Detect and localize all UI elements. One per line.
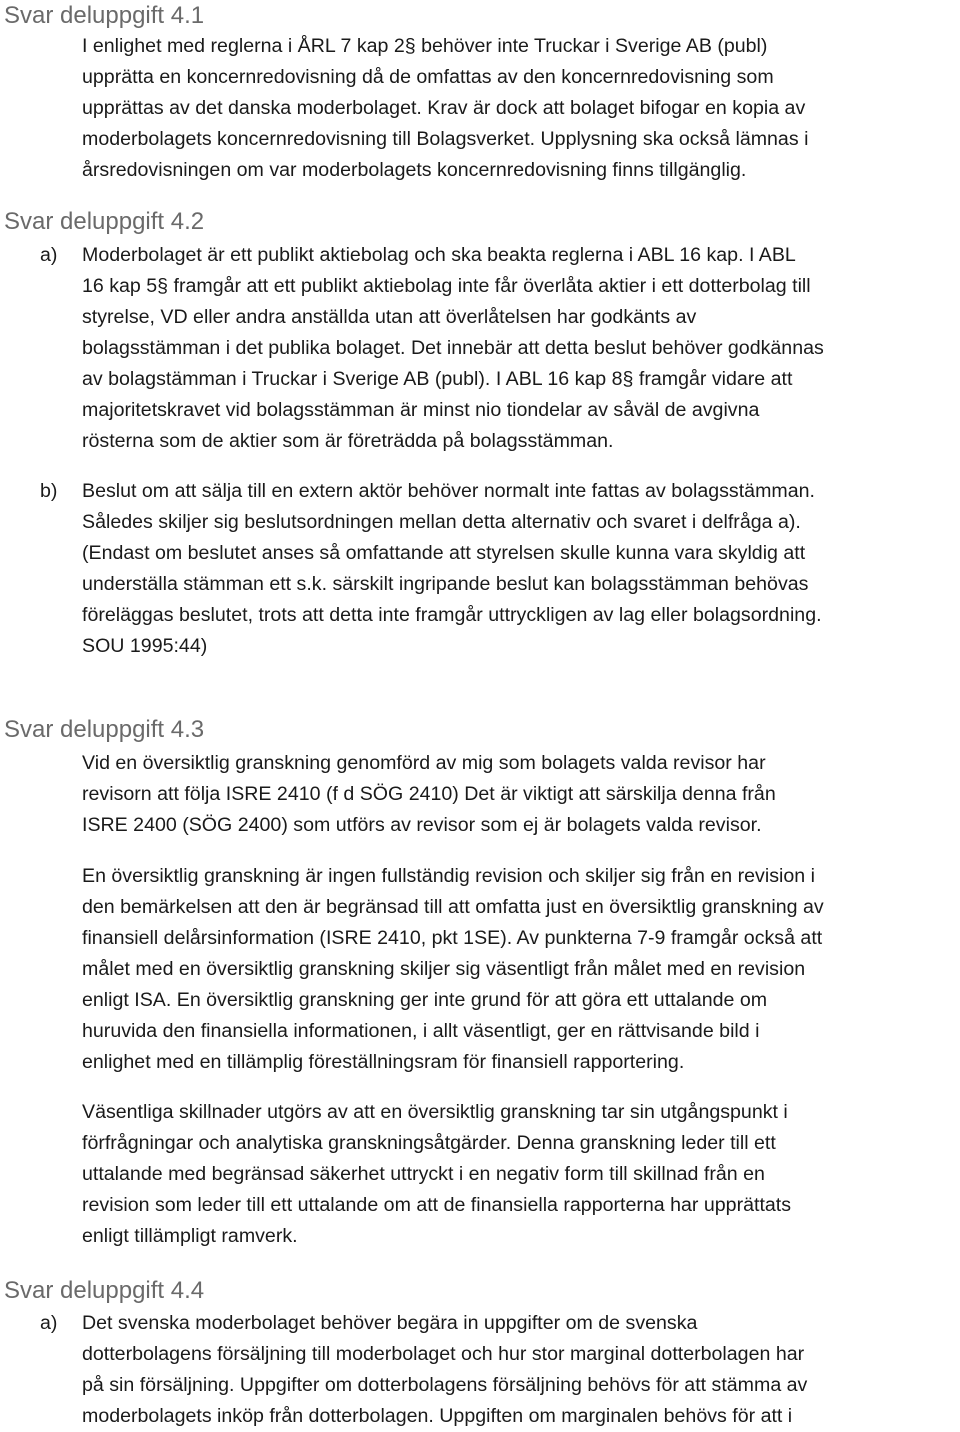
- text-line: Beslut om att sälja till en extern aktör behöver normalt inte fattas av bolagsstämman.: [82, 480, 815, 502]
- text-line: huruvida den finansiella informationen, i allt väsentligt, ger en rättvisande bild i: [82, 1020, 760, 1042]
- paragraph-4-3-1: [82, 748, 960, 841]
- text-line: ISRE 2400 (SÖG 2400) som utförs av revisor som ej är bolagets valda revisor.: [82, 814, 762, 836]
- paragraph-4-2-a: [82, 240, 960, 457]
- text-line: I enlighet med reglerna i ÅRL 7 kap 2§ behöver inte Truckar i Sverige AB (publ): [82, 35, 768, 57]
- text-line: av bolagstämman i Truckar i Sverige AB (publ). I ABL 16 kap 8§ framgår vidare att: [82, 368, 793, 390]
- text-line: upprättas av det danska moderbolaget. Krav är dock att bolaget bifogar en kopia av: [82, 97, 806, 119]
- text-line: underställa stämman ett s.k. särskilt ingripande beslut kan bolagsstämman behövas: [82, 573, 809, 595]
- list-label-b: b): [40, 480, 58, 502]
- text-line: revisorn att följa ISRE 2410 (f d SÖG 2410) Det är viktigt att särskilja denna från: [82, 783, 776, 805]
- text-line: enligt tillämpligt ramverk.: [82, 1225, 298, 1247]
- text-line: styrelse, VD eller andra anställda utan att överlåtelsen har godkänts av: [82, 306, 697, 328]
- text-line: enlighet med en tillämplig föreställningsram för finansiell rapportering.: [82, 1051, 685, 1073]
- paragraph-4-1: [82, 31, 960, 186]
- text-line: 16 kap 5§ framgår att ett publikt aktiebolag inte får överlåta aktier i ett dotterbolag till: [82, 275, 811, 297]
- text-line: Det svenska moderbolaget behöver begära in uppgifter om de svenska: [82, 1312, 698, 1334]
- text-line: SOU 1995:44): [82, 635, 208, 657]
- text-line: moderbolagets inköp från dotterbolagen. Uppgiften om marginalen behövs för att i: [82, 1405, 793, 1427]
- text-line: enligt ISA. En översiktlig granskning ger inte grund för att göra ett uttalande om: [82, 989, 768, 1011]
- text-line: En översiktlig granskning är ingen fullständig revision och skiljer sig från en revision i: [82, 865, 815, 887]
- text-line: föreläggas beslutet, trots att detta inte framgår uttryckligen av lag eller bolagsordning.: [82, 604, 822, 626]
- text-line: uttalande med begränsad säkerhet uttryckt i en negativ form till skillnad från en: [82, 1163, 765, 1185]
- section-heading-4-3: Svar deluppgift 4.3: [4, 716, 205, 743]
- text-line: Moderbolaget är ett publikt aktiebolag och ska beakta reglerna i ABL 16 kap. I ABL: [82, 244, 796, 266]
- text-line: rösterna som de aktier som är företrädda på bolagsstämman.: [82, 430, 614, 452]
- text-line: Väsentliga skillnader utgörs av att en översiktlig granskning tar sin utgångspunkt i: [82, 1101, 788, 1123]
- section-heading-4-1: Svar deluppgift 4.1: [4, 2, 205, 29]
- text-line: majoritetskravet vid bolagsstämman är minst nio tiondelar av såväl de avgivna: [82, 399, 760, 421]
- paragraph-4-3-3: [82, 1097, 960, 1252]
- text-line: moderbolagets koncernredovisning till Bolagsverket. Upplysning ska också lämnas i: [82, 128, 809, 150]
- text-line: den bemärkelsen att den är begränsad till att omfatta just en översiktlig granskning av: [82, 896, 824, 918]
- text-line: målet med en översiktlig granskning skiljer sig väsentligt från målet med en revision: [82, 958, 806, 980]
- text-line: upprätta en koncernredovisning då de omfattas av den koncernredovisning som: [82, 66, 774, 88]
- section-heading-4-4: Svar deluppgift 4.4: [4, 1277, 205, 1304]
- text-line: bolagsstämman i det publika bolaget. Det innebär att detta beslut behöver godkännas: [82, 337, 824, 359]
- text-line: (Endast om beslutet anses så omfattande att styrelsen skulle kunna vara skyldig att: [82, 542, 806, 564]
- text-line: Således skiljer sig beslutsordningen mellan detta alternativ och svaret i delfråga a).: [82, 511, 801, 533]
- text-line: dotterbolagens försäljning till moderbolaget och hur stor marginal dotterbolagen har: [82, 1343, 805, 1365]
- text-line: på sin försäljning. Uppgifter om dotterbolagens försäljning behövs för att stämma av: [82, 1374, 808, 1396]
- paragraph-4-4-a: [82, 1308, 960, 1432]
- text-line: Vid en översiktlig granskning genomförd av mig som bolagets valda revisor har: [82, 752, 766, 774]
- text-line: årsredovisningen om var moderbolagets koncernredovisning finns tillgänglig.: [82, 159, 747, 181]
- text-line: förfrågningar och analytiska granskningsåtgärder. Denna granskning leder till ett: [82, 1132, 776, 1154]
- paragraph-4-2-b: [82, 476, 960, 662]
- section-heading-4-2: Svar deluppgift 4.2: [4, 208, 205, 235]
- list-label-a: a): [40, 244, 58, 266]
- paragraph-4-3-2: [82, 861, 960, 1078]
- text-line: revision som leder till ett uttalande om att de finansiella rapporterna har upprättats: [82, 1194, 792, 1216]
- text-line: finansiell delårsinformation (ISRE 2410, pkt 1SE). Av punkterna 7-9 framgår också att: [82, 927, 823, 949]
- list-label-a: a): [40, 1312, 58, 1334]
